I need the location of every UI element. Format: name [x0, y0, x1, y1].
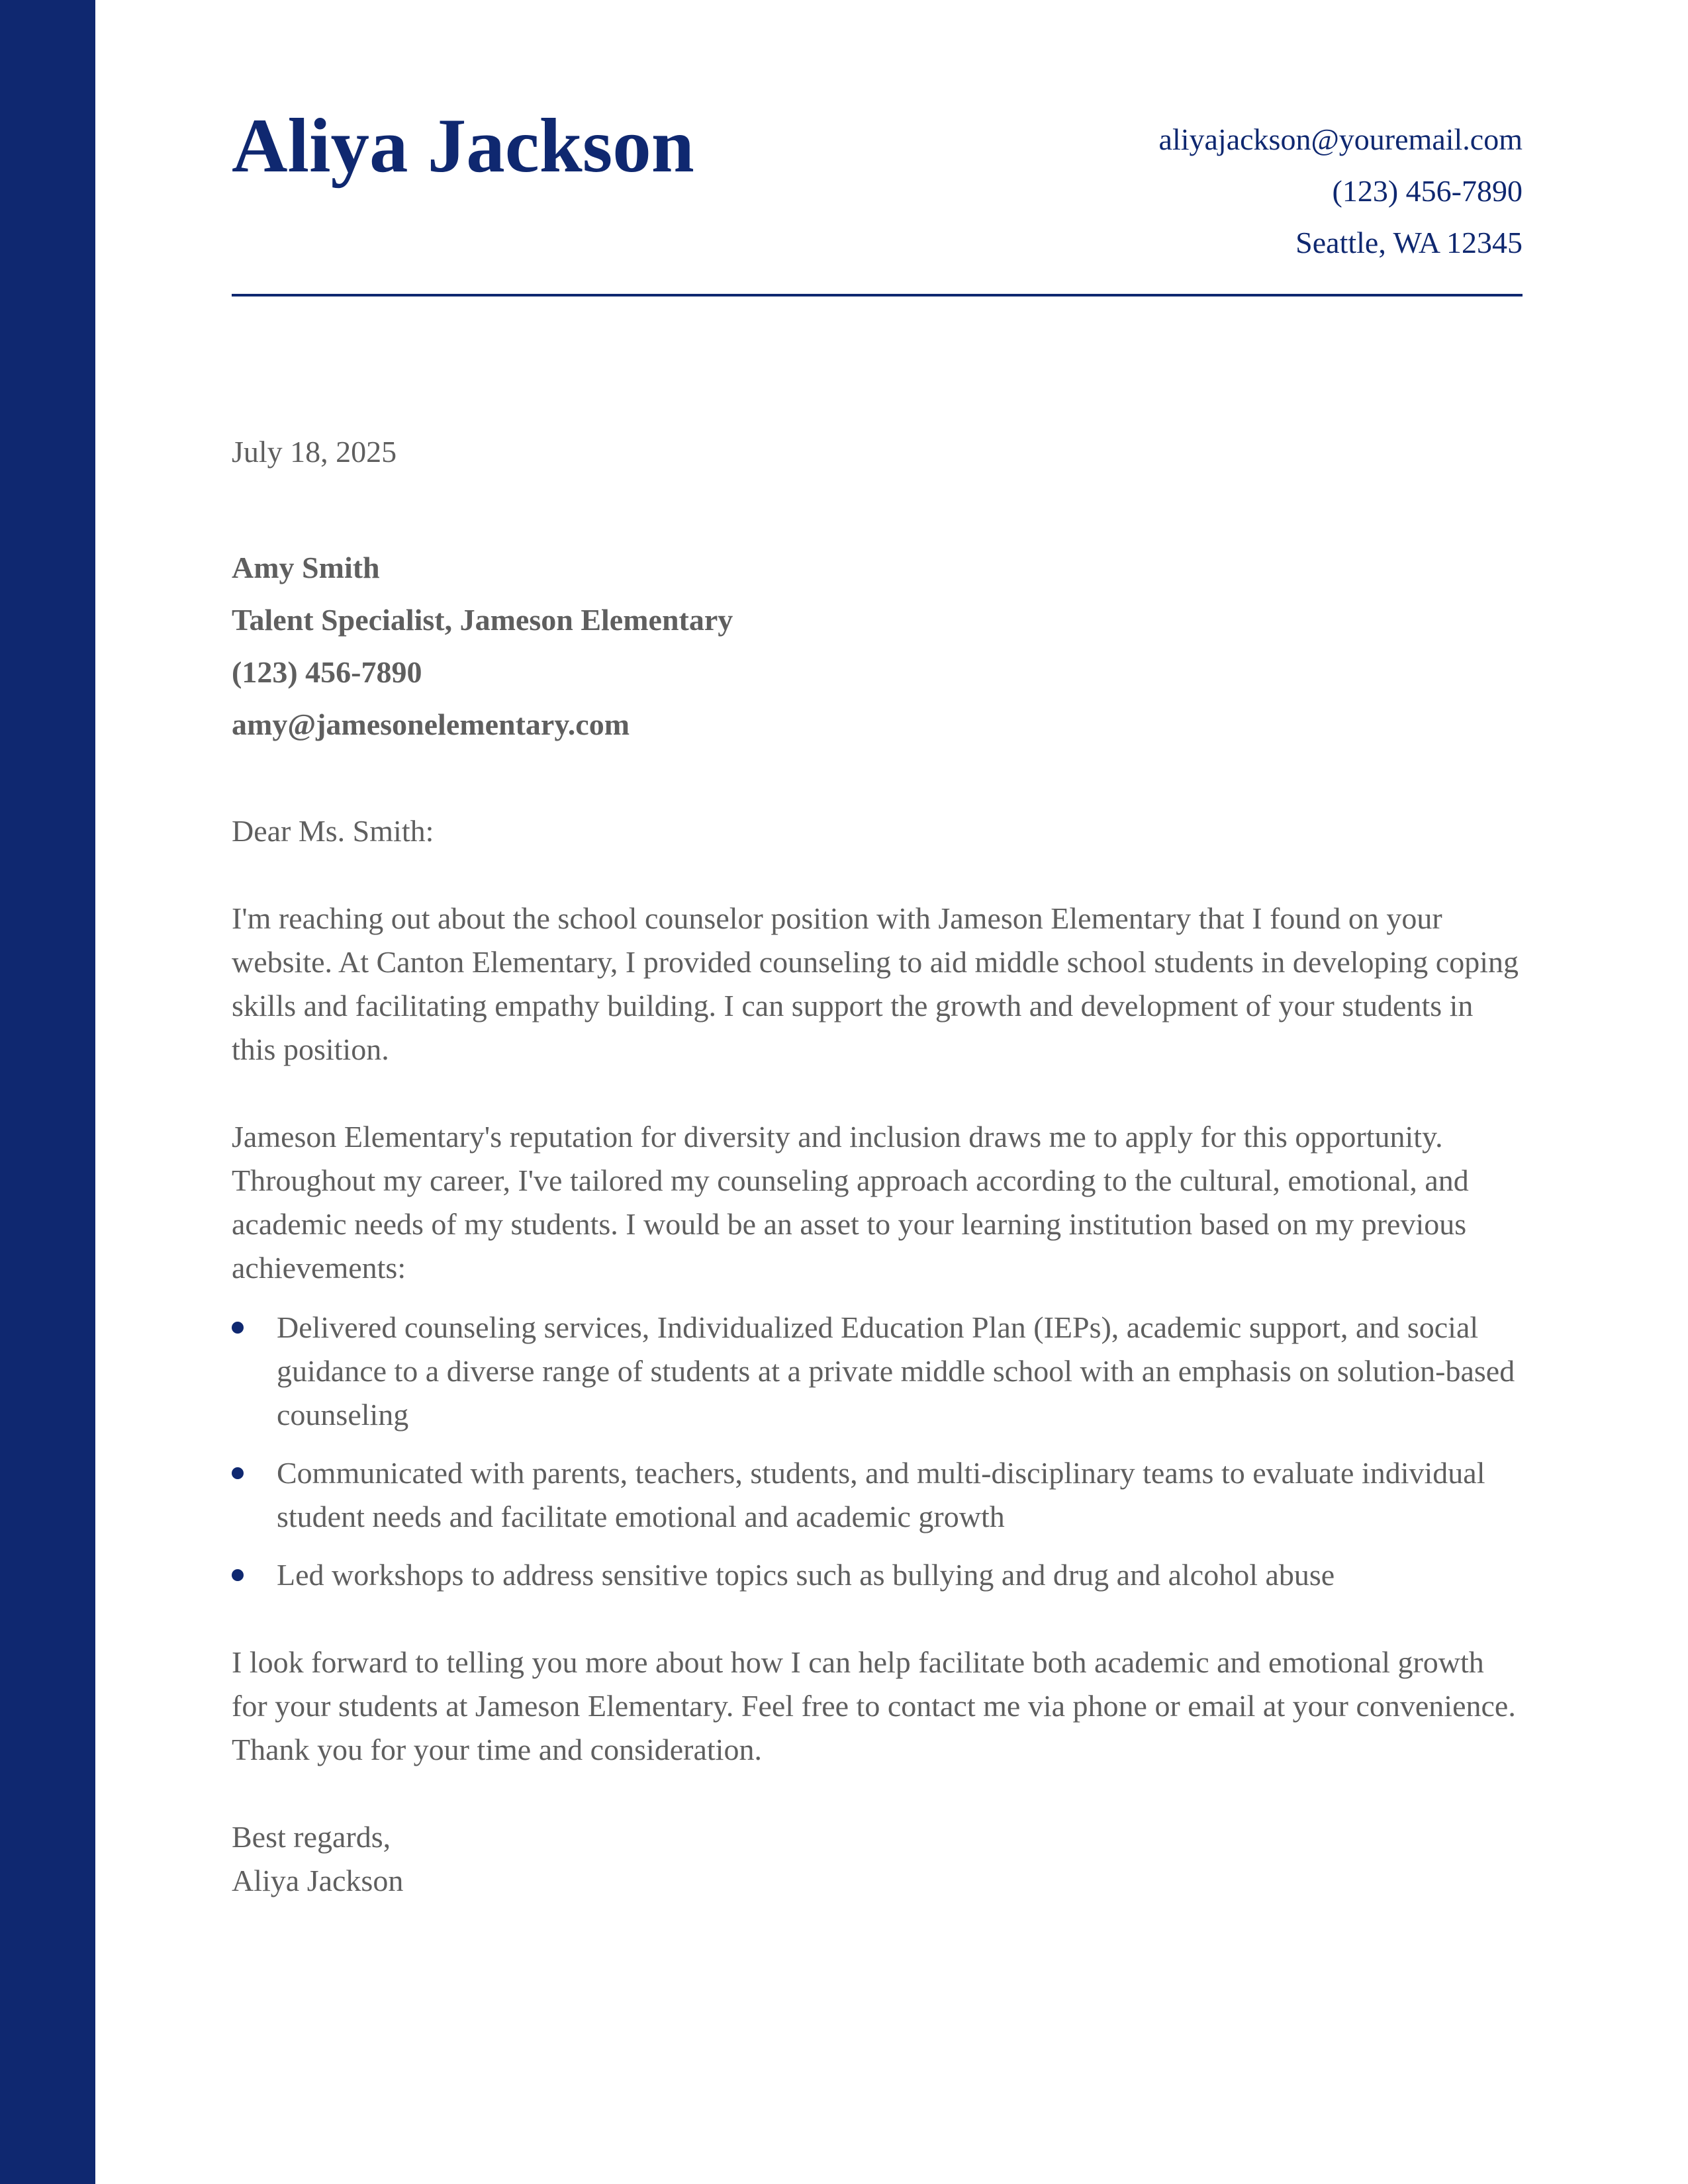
bullet-icon [232, 1569, 244, 1581]
bullet-icon [232, 1322, 244, 1334]
recipient-name: Amy Smith [232, 551, 380, 584]
salutation: Dear Ms. Smith: [232, 814, 434, 848]
closing-paragraph: I look forward to telling you more about how I can help facilitate both academic and emotional growth for your students at Jameson Elementary. Feel free to contact me via phone or email at your convenience. Thank you for your time and consideration. [232, 1645, 1516, 1766]
signature: Aliya Jackson [232, 1864, 404, 1897]
sender-location: Seattle, WA 12345 [1295, 226, 1523, 259]
sign-off: Best regards, [232, 1820, 391, 1854]
sender-contact [1159, 114, 1523, 269]
body-paragraph: I'm reaching out about the school counselor position with Jameson Elementary that I found on your website. At Canton Elementary, I provided counseling to aid middle school students in developing coping skills and facilitating empathy building. I can support the growth and development of your students in this position. [232, 901, 1519, 1066]
body-paragraph: Jameson Elementary's reputation for diversity and inclusion draws me to apply for this opportunity. Throughout my career, I've tailored my counseling approach according to the cultural, emotional, and academic needs of my students. I would be an asset to your learning institution based on my previous achievements: [232, 1120, 1469, 1285]
letter-date: July 18, 2025 [232, 435, 397, 469]
achievement-text: Communicated with parents, teachers, students, and multi-disciplinary teams to evaluate individual student needs and facilitate emotional and academic growth [277, 1456, 1485, 1533]
list-item [232, 1306, 1523, 1437]
letter-body [232, 809, 1523, 1903]
accent-sidebar [0, 0, 95, 2184]
recipient-block [232, 541, 733, 751]
recipient-title: Talent Specialist, Jameson Elementary [232, 603, 733, 637]
recipient-phone: (123) 456-7890 [232, 655, 422, 689]
achievement-text: Led workshops to address sensitive topics such as bullying and drug and alcohol abuse [277, 1558, 1335, 1592]
achievement-text: Delivered counseling services, Individualized Education Plan (IEPs), academic support, and social guidance to a diverse range of students at a private middle school with an emphasis on solution-based counseling [277, 1310, 1515, 1432]
achievements-list [232, 1306, 1523, 1597]
list-item [232, 1553, 1523, 1597]
recipient-email[interactable]: amy@jamesonelementary.com [232, 707, 630, 741]
sign-off-block [232, 1815, 1523, 1903]
sender-email[interactable]: aliyajackson@youremail.com [1158, 122, 1523, 156]
sender-phone: (123) 456-7890 [1332, 174, 1523, 208]
bullet-icon [232, 1467, 244, 1479]
header-divider [232, 294, 1523, 296]
sender-name: Aliya Jackson [232, 103, 694, 189]
list-item [232, 1451, 1523, 1539]
